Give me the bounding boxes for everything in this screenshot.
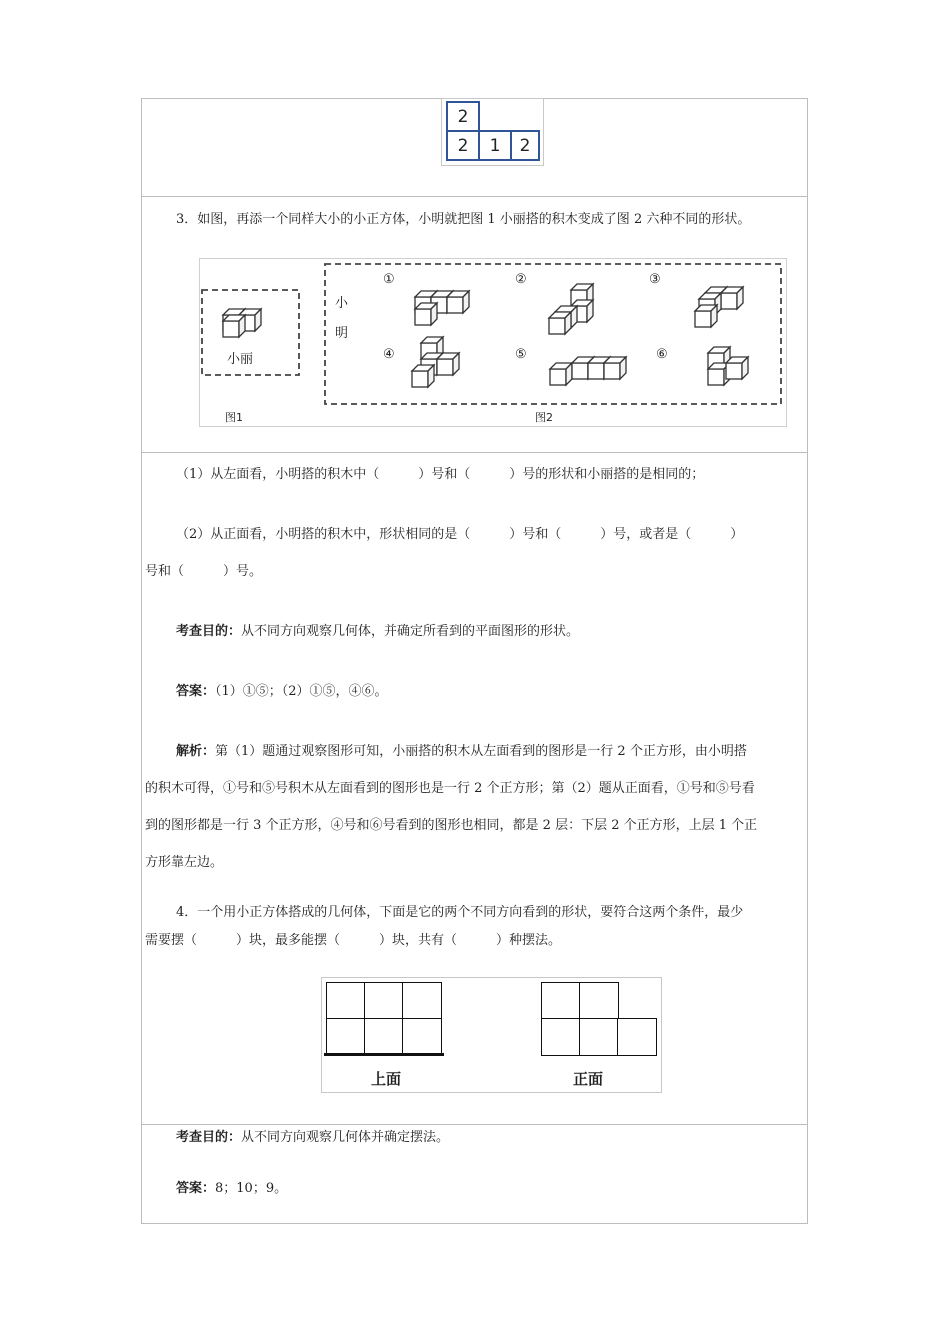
analysis-line: 的积木可得，①号和⑤号积木从左面看到的图形也是一行 2 个正方形；第（2）题从正面看，①号和⑤号看 <box>145 781 755 796</box>
question-3-figure <box>199 258 787 427</box>
question-3-sub-1: （1）从左面看，小明搭的积木中（ ）号和（ ）号的形状和小丽搭的是相同的； <box>176 467 705 482</box>
purpose-label: 考查目的： <box>176 1130 242 1145</box>
figure-2-name-2: 明 <box>335 326 349 341</box>
question-3-answer <box>176 684 388 700</box>
cube-figure-drawing <box>200 259 786 426</box>
top-view-cell <box>364 982 404 1020</box>
answer-text: 8；10；9。 <box>215 1181 288 1196</box>
shape-marker: ② <box>515 272 527 287</box>
purpose-text: 从不同方向观察几何体，并确定所看到的平面图形的形状。 <box>241 624 580 639</box>
front-view-cell <box>579 982 619 1020</box>
top-view-label: 上面 <box>371 1070 402 1088</box>
grid-cell: 2 <box>510 130 540 161</box>
top-view-cell <box>326 982 366 1020</box>
top-view-cell <box>326 1018 366 1055</box>
row-divider <box>141 196 808 197</box>
front-view-cell <box>541 982 581 1020</box>
question-4-answer <box>176 1181 287 1197</box>
figure-2-name-1: 小 <box>335 296 349 311</box>
top-view-figure <box>441 98 544 166</box>
analysis-line: 到的图形都是一行 3 个正方形，④号和⑥号看到的图形也相同，都是 2 层：下层 2 个正方形，上层 1 个正 <box>145 818 758 833</box>
answer-label: 答案： <box>176 1181 216 1196</box>
question-4-purpose <box>176 1130 449 1146</box>
purpose-label: 考查目的： <box>176 624 242 639</box>
figure-1-name: 小丽 <box>227 352 254 367</box>
question-4-figure <box>321 977 662 1093</box>
front-view-cell <box>541 1018 581 1056</box>
shape-marker: ③ <box>649 272 661 287</box>
analysis-line: 方形靠左边。 <box>145 855 224 870</box>
question-4-text-cont: 需要摆（ ）块，最多能摆（ ）块，共有（ ）种摆法。 <box>145 933 562 948</box>
grid-cell: 2 <box>446 130 480 161</box>
row-divider <box>141 1124 808 1125</box>
figure-2-label: 图2 <box>535 411 553 424</box>
answer-label: 答案： <box>176 684 216 699</box>
row-divider <box>141 452 808 453</box>
question-3-analysis <box>176 744 747 760</box>
shape-marker: ⑥ <box>656 347 668 362</box>
front-view-label: 正面 <box>573 1070 604 1088</box>
figure-1-label: 图1 <box>225 411 243 424</box>
top-view-cell <box>364 1018 404 1055</box>
shape-marker: ⑤ <box>515 347 527 362</box>
grid-cell: 2 <box>446 101 480 132</box>
question-3-purpose <box>176 624 579 640</box>
shape-marker: ① <box>383 272 395 287</box>
front-view-cell <box>617 1018 657 1056</box>
question-4-text: 4．一个用小正方体搭成的几何体，下面是它的两个不同方向看到的形状，要符合这两个条件，最少 <box>176 905 744 920</box>
base-line <box>324 1053 444 1056</box>
top-view-cell <box>402 982 442 1020</box>
question-3-text: 3．如图，再添一个同样大小的小正方体，小明就把图 1 小丽搭的积木变成了图 2 六种不同的形状。 <box>176 212 751 227</box>
question-3-sub-2-cont: 号和（ ）号。 <box>145 564 263 579</box>
analysis-label: 解析： <box>176 744 216 759</box>
top-view-cell <box>402 1018 442 1055</box>
question-3-sub-2: （2）从正面看，小明搭的积木中，形状相同的是（ ）号和（ ）号，或者是（ ） <box>176 527 744 542</box>
grid-cell: 1 <box>478 130 512 161</box>
purpose-text: 从不同方向观察几何体并确定摆法。 <box>241 1130 450 1145</box>
shape-marker: ④ <box>383 347 395 362</box>
front-view-cell <box>579 1018 619 1056</box>
answer-text: （1）①⑤；（2）①⑤，④⑥。 <box>215 684 388 699</box>
analysis-text: 第（1）题通过观察图形可知，小丽搭的积木从左面看到的图形是一行 2 个正方形，由小明搭 <box>215 744 747 759</box>
